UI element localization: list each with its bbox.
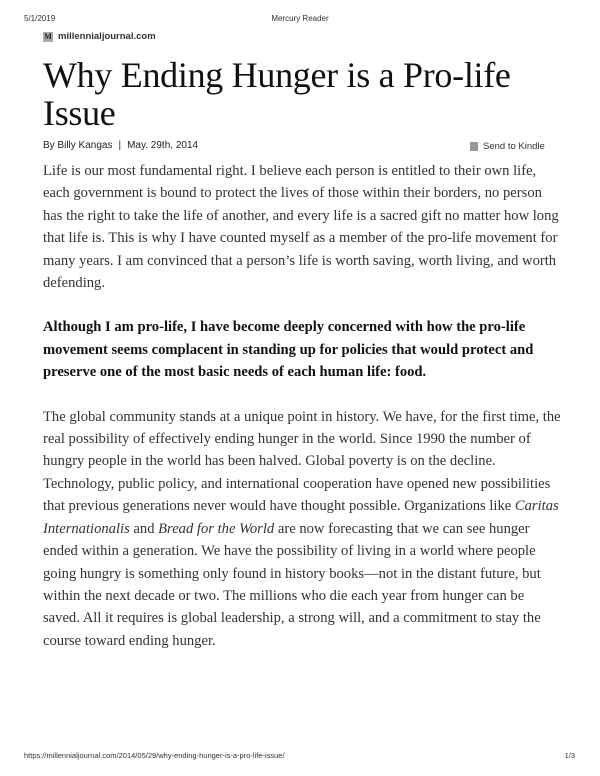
paragraph <box>43 406 563 652</box>
text: and <box>129 520 159 537</box>
org-name: Bread for the World <box>158 520 275 537</box>
publish-date: May. 29th, 2014 <box>127 140 199 151</box>
article-body <box>43 160 563 674</box>
kindle-icon <box>470 142 478 151</box>
paragraph: Life is our most fundamental right. I believe each person is entitled to their own life, each government is bound to protect the lives of those within their borders, no person has the right to take the life of another, and every life is a sacred gift no matter how long that life is. This is why I have counted myself as a member of the pro-life movement for many years. I am convinced that a person’s life is worth saving, worth living, and worth defending. <box>43 163 559 292</box>
site-logo-icon: M <box>44 32 52 41</box>
text: The global community stands at a unique point in history. We have, for the first time, the real possibility of effectively ending hunger in the world. Since 1990 the number of hungry people in the world has been halved. Global poverty is on the decline. Technology, public policy, and international cooperation have opened new possibilities that previous generations never would have thought possible. Organizations like <box>43 408 561 515</box>
article-title: Why Ending Hunger is a Pro-life Issue <box>43 55 511 133</box>
page-number: 1/3 <box>564 751 575 760</box>
site-domain: millennialjournal.com <box>58 31 156 42</box>
byline-separator: | <box>118 140 122 151</box>
send-to-kindle-button[interactable] <box>470 141 545 152</box>
byline <box>43 140 198 151</box>
author: By Billy Kangas <box>43 140 113 151</box>
org-name: Caritas Internationalis <box>43 498 559 537</box>
print-app-title: Mercury Reader <box>271 14 329 23</box>
print-date: 5/1/2019 <box>24 14 56 23</box>
print-url: https://millennialjournal.com/2014/05/29/why-ending-hunger-is-a-pro-life-issue/ <box>24 751 285 760</box>
paragraph-bold: Although I am pro-life, I have become deeply concerned with how the pro-life movement seems complacent in standing up for policies that would protect and preserve one of the most basic needs of each human life: food. <box>43 319 534 381</box>
send-to-kindle-label: Send to Kindle <box>483 141 545 152</box>
text: are now forecasting that we can see hunger ended within a generation. We have the possibility of living in a world where people going hungry is something only found in history books—not in the distant future, but within the next decade or two. The millions who die each year from hunger can be saved. All it requires is global leadership, a strong will, and a commitment to stay the course toward ending hunger. <box>43 520 541 649</box>
site-link[interactable] <box>43 31 156 42</box>
